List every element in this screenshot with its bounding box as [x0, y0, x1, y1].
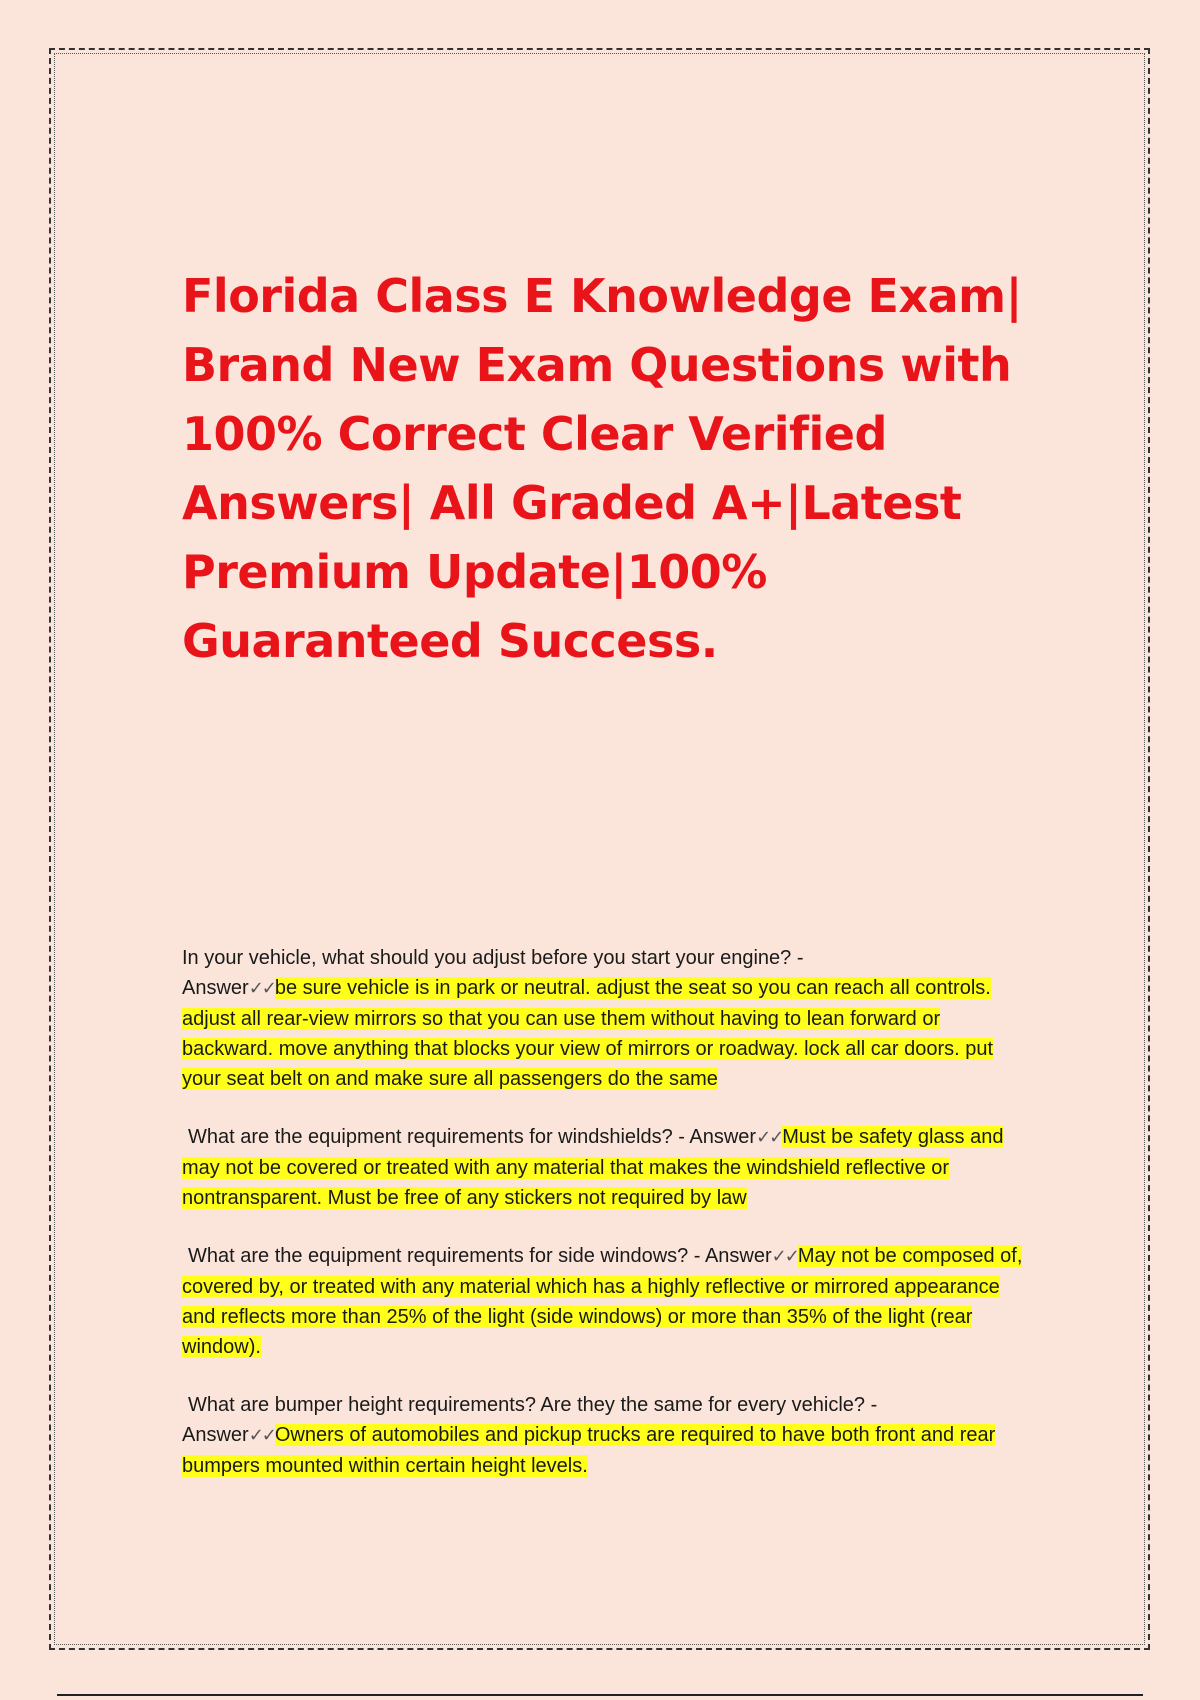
check-icon: ✓✓ — [248, 978, 275, 999]
qa-item — [182, 1390, 1027, 1481]
answer-text: May not be composed of, covered by, or treated with any material which has a highly reflective or mirrored appearance and reflects more than 25% of the light (side windows) or more than 35% of the light (rear window). — [182, 1245, 1023, 1358]
answer-label: Answer — [689, 1126, 757, 1148]
answer-text: be sure vehicle is in park or neutral. adjust the seat so you can reach all controls. adjust all rear-view mirrors so that you can use them without having to lean forward or backward. move anything that blocks your view of mirrors or roadway. lock all car doors. put your seat belt on and make sure all passengers do the same — [182, 977, 994, 1090]
answer-text: Owners of automobiles and pickup trucks are required to have both front and rear bumpers mounted within certain height levels. — [182, 1424, 996, 1477]
question-text: In your vehicle, what should you adjust before you start your engine? - — [182, 947, 804, 969]
bottom-rule — [57, 1694, 1143, 1696]
qa-list — [182, 943, 1027, 1509]
answer-label: Answer — [704, 1245, 772, 1267]
question-text: What are the equipment requirements for windshields? - — [188, 1126, 685, 1148]
answer-text: Must be safety glass and may not be covered or treated with any material that makes the windshield reflective or nontransparent. Must be free of any stickers not required by law — [182, 1126, 1004, 1209]
qa-item — [182, 1241, 1027, 1362]
check-icon: ✓✓ — [771, 1246, 798, 1267]
answer-label: Answer — [182, 1424, 249, 1446]
question-text: What are the equipment requirements for side windows? - — [188, 1245, 701, 1267]
question-text: What are bumper height requirements? Are they the same for every vehicle? - — [188, 1394, 878, 1416]
answer-label: Answer — [182, 977, 249, 999]
qa-item — [182, 1122, 1027, 1213]
check-icon: ✓✓ — [756, 1127, 783, 1148]
document-title: Florida Class E Knowledge Exam| Brand New Exam Questions with 100% Correct Clear Verified Answers| All Graded A+|Latest Premium Update|100% Guaranteed Success. — [182, 269, 1022, 668]
qa-item — [182, 943, 1027, 1094]
check-icon: ✓✓ — [248, 1425, 275, 1446]
